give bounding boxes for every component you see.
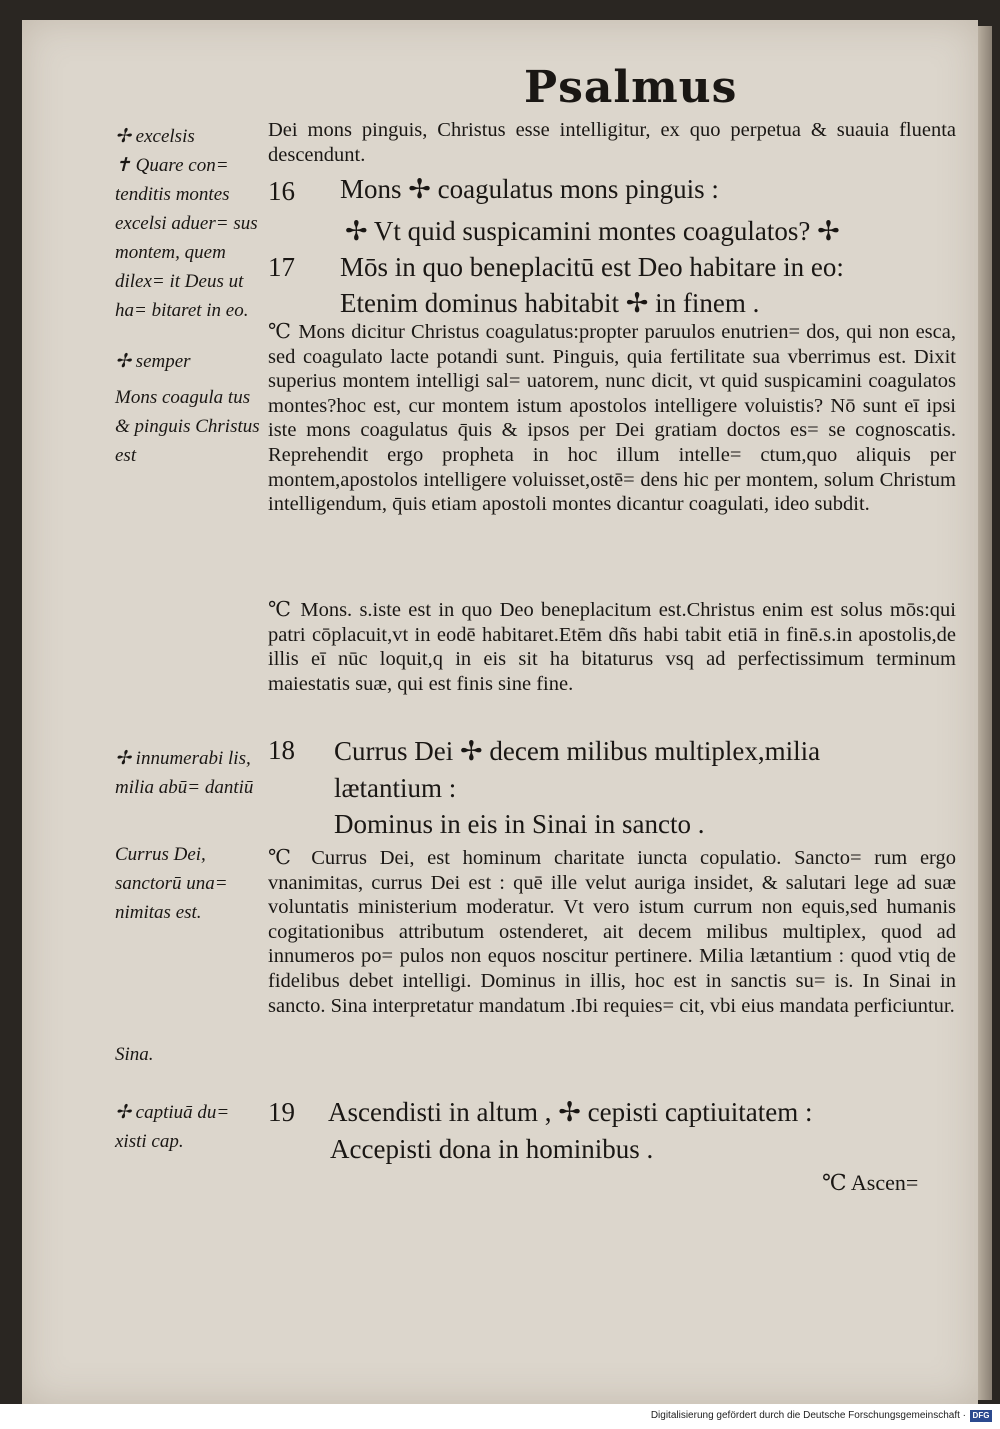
gloss-paragraph-1: Dei mons pinguis, Christus esse intelligitur, ex quo perpetua & suauia fluenta descendunt. [268,119,956,166]
margin-note-4: Mons coagula tus & pinguis Christus est [115,387,260,466]
verse-19-line-1: Ascendisti in altum , ✢ cepisti captiuitatem : [328,1097,813,1127]
verse-number-19: 19 [268,1097,295,1127]
verse-16-line-1: Mons ✢ coagulatus mons pinguis : [340,174,719,204]
gloss-paragraph-3: ℃ Mons. s.iste est in quo Deo beneplacitum est.Christus enim est solus mōs:qui patri cōplacuit,vt in eodē habitaret.Etēm dñs habi tabit etiā in finē.s.in apostolis,de illis eī nūc loquit,q in eis sit ha bitaturus vsq ad perfectissimum terminum maiestatis suæ, qui est finis sine fine. [268,599,956,695]
margin-note-2: ✝ Quare con= tenditis montes excelsi aduer= sus montem, quem dilex= it Deus ut ha= bitaret in eo. [115,155,258,321]
running-head: Psalmus [524,62,738,113]
verse-18-line-1: Currus Dei ✢ decem milibus multiplex,milia [334,736,821,766]
page-edge [978,26,992,1400]
margin-note-3: ✢ semper [115,351,191,372]
verse-17-line-2: Etenim dominus habitabit ✢ in finem . [340,288,760,318]
verse-19-line-2: Accepisti dona in hominibus . [330,1134,654,1164]
gloss-paragraph-4: ℃ Currus Dei, est hominum charitate iuncta copulatio. Sancto= rum ergo vnanimitas, currus Dei est : quē ille velut auriga insidet, & salutari lege ad suæ voluntatis ministerium moderatur. Vt vero istum currum non equis,sed humanis cogitationibus attributum ostenderet, ait decem milibus multiplex, quod ad innumeros po= pulos non equos noscitur pertinere. Milia lætantium : quod vtiq de fidelibus debet intelligi. Dominus in illis, hoc est in sanctis su= is. In Sinai in sancto. Sina interpretatur mandatum .Ibi requies= cit, vbi eius mandata perficiuntur. [268,847,956,1017]
verse-18-line-3: Dominus in eis in Sinai in sancto . [334,809,705,839]
margin-note-6: Currus Dei, sanctorū una= nimitas est. [115,844,228,923]
dfg-logo: DFG [970,1410,992,1422]
catchword: ℃ Ascen= [822,1170,919,1195]
verse-number-18: 18 [268,735,295,765]
gloss-paragraph-2: ℃ Mons dicitur Christus coagulatus:propter paruulos enutrien= dos, qui non esca, sed coagulato lacte potandi sunt. Pinguis, quia fertilitate sua vberrimus est. Dixit superius montem intelligi sal= uatorem, nunc dicit, vt quid suspicamini coagulatos montes?hoc est, cur montem istum apostolos intelligere voluistis? Nō sunt eī ipsi iste mons coagulatus q̄uis & ipsos per Dei gratiam doctos es= se cognoscatis. Reprehendit ergo propheta in hoc illum intelle= ctum,quo aliquis per montem,apostolos intelligere voluisset,ostē= dens hic per montem, solum Christum intelligendum, q̄uis etiam apostoli montes dicantur coagulati, ideo subdit. [268,321,956,516]
verse-17-line-1: Mōs in quo beneplacitū est Deo habitare in eo: [340,252,844,282]
verse-16-line-2: ✢ Vt quid suspicamini montes coagulatos? ✢ [345,216,840,246]
margin-note-1: ✢ excelsis [115,126,195,147]
verse-number-16: 16 [268,176,295,206]
funding-footer: Digitalisierung gefördert durch die Deutsche Forschungsgemeinschaft · [650,1410,966,1421]
verse-number-17: 17 [268,252,295,282]
margin-note-7: Sina. [115,1044,154,1065]
margin-note-8: ✢ captiuā du= xisti cap. [115,1102,230,1152]
margin-note-5: ✢ innumerabi lis, milia abū= dantiū [115,748,254,798]
verse-18-line-2: lætantium : [334,773,457,803]
